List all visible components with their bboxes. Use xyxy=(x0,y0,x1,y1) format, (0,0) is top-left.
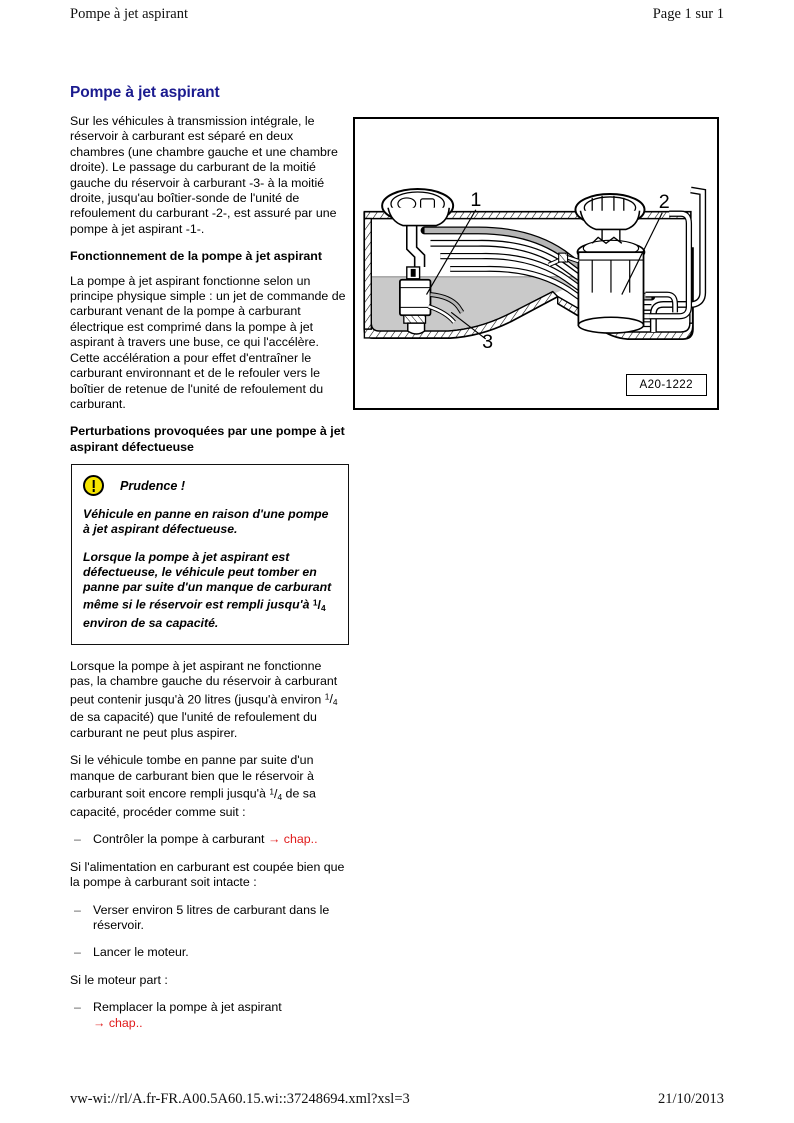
fraction-numerator: 1 xyxy=(324,691,330,702)
caution-paragraph-2-part2: environ de sa capacité. xyxy=(83,615,219,630)
functioning-paragraph: La pompe à jet aspirant fonctionne selon un principe physique simple : un jet de commande de carburant venant de la pompe à carburant électrique est comprimé dans la pompe à jet aspirant à travers une buse, ce qui l'accélère. Cette accélération a pour effet d'entraîner le carburant environnant et de le refouler vers le boîtier de retenue de l'unité de refoulement du carburant. xyxy=(70,273,346,411)
dash-marker: – xyxy=(74,902,81,917)
engine-start-paragraph: Si le moteur part : xyxy=(70,972,168,987)
breakdown-part2: de sa capacité, procéder comme suit : xyxy=(70,786,316,819)
header-title: Pompe à jet aspirant xyxy=(70,6,188,22)
step-1-text: Contrôler la pompe à carburant xyxy=(93,832,265,847)
fraction-numerator: 1 xyxy=(269,786,275,797)
page-title: Pompe à jet aspirant xyxy=(70,84,220,101)
list-item xyxy=(70,1000,348,1031)
intro-paragraph: Sur les véhicules à transmission intégrale, le réservoir à carburant est séparé en deux chambres (une chambre gauche et une chambre droite). Le passage du carburant de la moitié gauche du réservoir à carburant -3- à la moitié droite, jusqu'au boîtier-sonde de l'unité de refoulement du carburant -2-, est assuré par une pompe à jet aspirant -1-. xyxy=(70,114,338,236)
breakdown-part1: Si le véhicule tombe en panne par suite d'un manque de carburant bien que le réservoir à carburant soit encore rempli jusqu'à xyxy=(70,753,314,801)
fraction-numerator: 1 xyxy=(312,597,318,608)
callout-label-1: 1 xyxy=(470,188,482,211)
chapter-link[interactable]: → chap.. xyxy=(93,1015,143,1030)
fraction-slash: / xyxy=(329,692,333,707)
step-4-text: Remplacer la pompe à jet aspirant xyxy=(93,1000,282,1015)
caution-paragraph-2 xyxy=(83,550,337,631)
fraction-one-quarter xyxy=(325,692,338,706)
step-3-text: Lancer le moteur. xyxy=(93,945,189,960)
fraction-one-quarter xyxy=(269,787,282,801)
caution-header xyxy=(83,475,337,496)
fraction-slash: / xyxy=(274,786,278,801)
figure-fuel-tank-diagram xyxy=(353,117,719,410)
footer-date: 21/10/2013 xyxy=(657,1091,724,1107)
tank-capacity-part1: Lorsque la pompe à jet aspirant ne fonctionne pas, la chambre gauche du réservoir à carburant peut contenir jusqu'à 20 litres (jusqu'à environ xyxy=(70,658,338,707)
procedure-list-1 xyxy=(70,832,348,847)
procedure-list-2 xyxy=(70,903,348,961)
tank-capacity-part2: de sa capacité) que l'unité de refoulement du carburant ne peut plus aspirer. xyxy=(70,710,317,740)
list-item xyxy=(70,903,348,934)
caution-paragraph-1: Véhicule en panne en raison d'une pompe à jet aspirant défectueuse. xyxy=(83,507,329,537)
caution-title: Prudence ! xyxy=(120,478,186,493)
breakdown-paragraph xyxy=(70,753,348,820)
caution-box xyxy=(71,464,349,645)
fraction-denominator: 4 xyxy=(332,697,338,708)
heading-functioning: Fonctionnement de la pompe à jet aspirant xyxy=(70,249,322,264)
page-footer xyxy=(70,1091,724,1111)
list-item xyxy=(70,832,348,847)
fraction-slash: / xyxy=(317,597,321,612)
heading-faults: Perturbations provoquées par une pompe à jet aspirant défectueuse xyxy=(70,424,345,454)
warning-exclamation-icon xyxy=(83,475,104,496)
fraction-denominator: 4 xyxy=(277,791,283,802)
dash-marker: – xyxy=(74,945,81,960)
tank-capacity-paragraph xyxy=(70,659,348,741)
header-page-number: Page 1 sur 1 xyxy=(652,6,724,22)
callout-label-3: 3 xyxy=(482,330,494,353)
fuel-supply-paragraph: Si l'alimentation en carburant est coupée bien que la pompe à carburant soit intacte : xyxy=(70,859,345,890)
page-header xyxy=(70,6,724,26)
figure-code-label: A20-1222 xyxy=(626,374,707,396)
figure-svg xyxy=(355,119,717,408)
dash-marker: – xyxy=(74,832,81,847)
dash-marker: – xyxy=(74,1000,81,1015)
caution-paragraph-2-part1: Lorsque la pompe à jet aspirant est défectueuse, le véhicule peut tomber en panne par suite d'un manque de carburant même si le réservoir est rempli jusqu'à xyxy=(83,549,332,612)
fraction-one-quarter xyxy=(313,598,326,612)
fraction-denominator: 4 xyxy=(320,602,326,613)
procedure-list-3 xyxy=(70,1000,348,1031)
document-content xyxy=(70,84,348,1043)
chapter-link[interactable]: → chap.. xyxy=(267,832,318,847)
callout-label-2: 2 xyxy=(658,190,670,213)
list-item xyxy=(70,945,348,960)
step-2-text: Verser environ 5 litres de carburant dans le réservoir. xyxy=(93,902,330,932)
footer-source-url: vw-wi://rl/A.fr-FR.A00.5A60.15.wi::37248694.xml?xsl=3 xyxy=(70,1091,410,1107)
